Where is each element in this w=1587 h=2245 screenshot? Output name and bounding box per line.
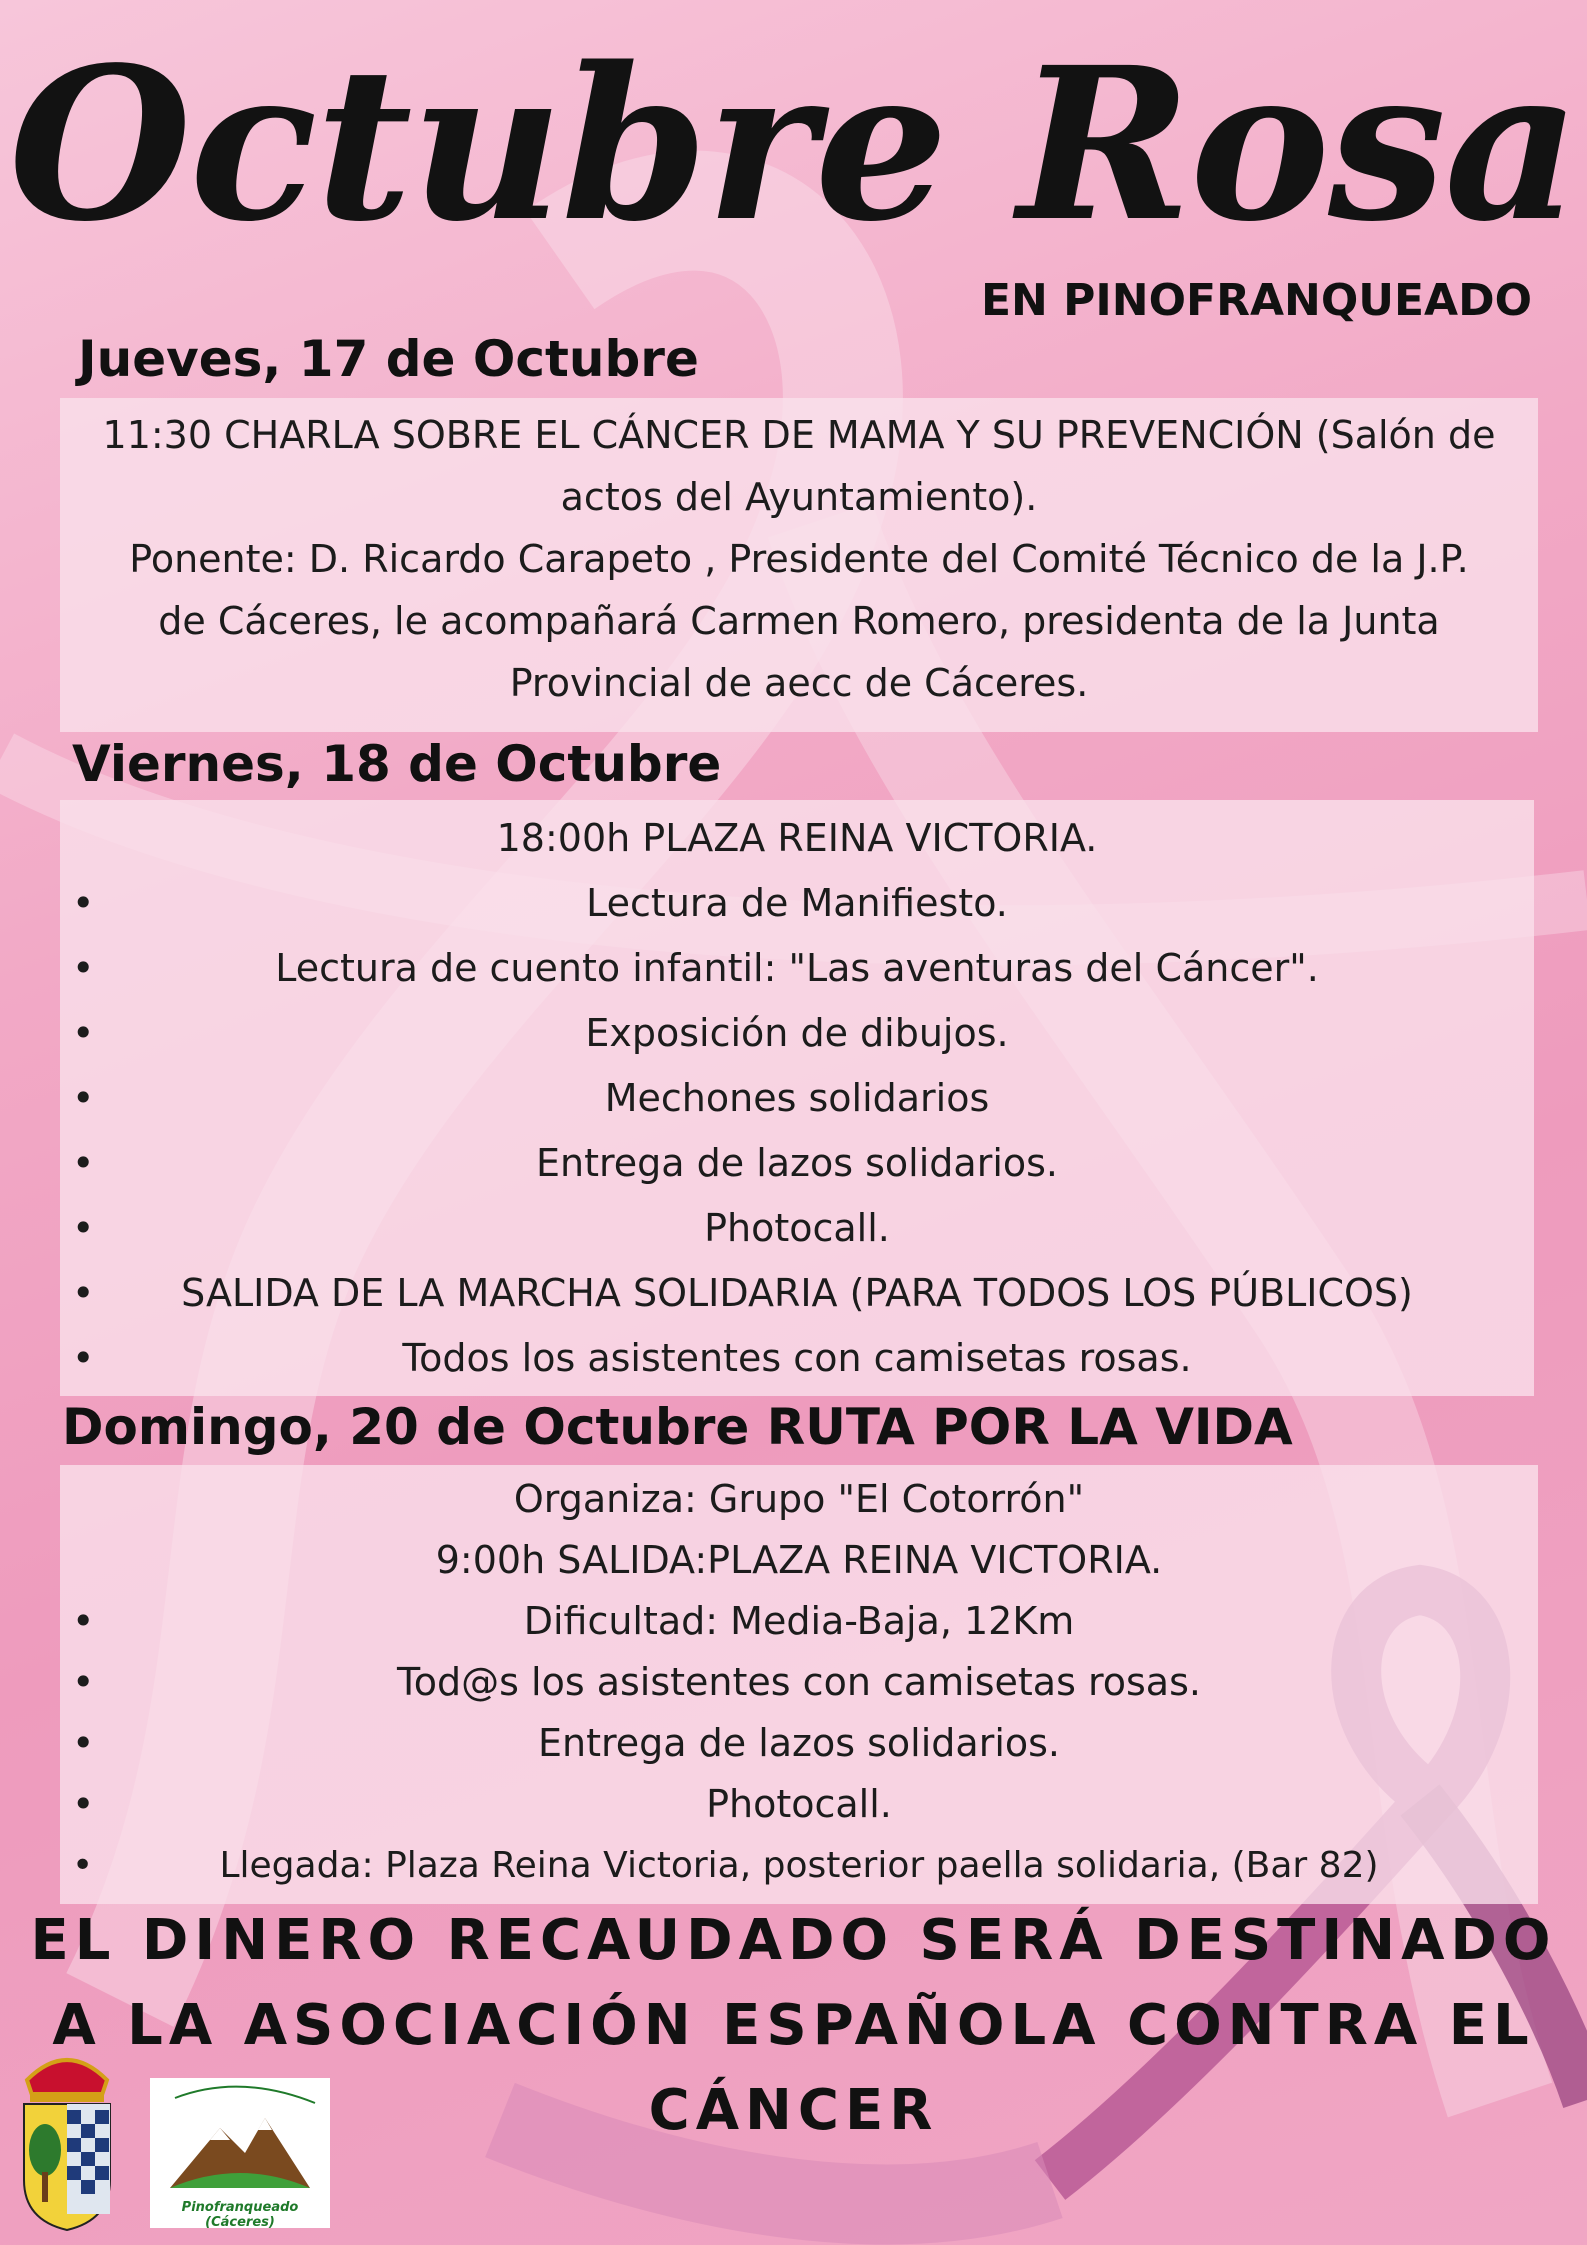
domingo-intro: 9:00h SALIDA:PLAZA REINA VICTORIA. <box>435 1538 1163 1582</box>
jueves-box <box>60 398 1538 732</box>
bullet-icon: • <box>72 946 95 990</box>
domingo-heading: Domingo, 20 de Octubre RUTA POR LA VIDA <box>62 1398 1293 1456</box>
jueves-line: actos del Ayuntamiento). <box>560 475 1038 519</box>
bullet-icon: • <box>72 1141 95 1185</box>
list-item: • Tod@s los asistentes con camisetas rosas. <box>60 1652 1538 1713</box>
page-title: Octubre Rosa <box>8 21 1579 268</box>
footer-line: A LA ASOCIACIÓN ESPAÑOLA CONTRA EL <box>52 1993 1535 2058</box>
list-item: • Lectura de cuento infantil: "Las aventuras del Cáncer". <box>60 936 1534 1001</box>
bullet-icon: • <box>72 1076 95 1120</box>
list-item: • Todos los asistentes con camisetas rosas. <box>60 1326 1534 1391</box>
bullet-icon: • <box>72 881 95 925</box>
jueves-line: Provincial de aecc de Cáceres. <box>509 661 1089 705</box>
list-item: • Exposición de dibujos. <box>60 1001 1534 1066</box>
bullet-icon: • <box>72 1599 95 1643</box>
page-subtitle: EN PINOFRANQUEADO <box>980 275 1532 326</box>
bullet-icon: • <box>72 1782 95 1826</box>
jueves-heading: Jueves, 17 de Octubre <box>78 330 699 388</box>
bullet-icon: • <box>72 1721 95 1765</box>
domingo-list <box>60 1591 1538 1896</box>
list-item: • Entrega de lazos solidarios. <box>60 1131 1534 1196</box>
viernes-heading: Viernes, 18 de Octubre <box>72 735 722 793</box>
footer-line: EL DINERO RECAUDADO SERÁ DESTINADO <box>30 1908 1557 1973</box>
list-item: • Photocall. <box>60 1774 1538 1835</box>
club-logo <box>150 2078 330 2228</box>
bullet-icon: • <box>72 1011 95 1055</box>
list-item: • Llegada: Plaza Reina Victoria, posterior paella solidaria, (Bar 82) <box>60 1835 1538 1896</box>
list-item: • Mechones solidarios <box>60 1066 1534 1131</box>
bullet-icon: • <box>72 1660 95 1704</box>
list-item: • Dificultad: Media-Baja, 12Km <box>60 1591 1538 1652</box>
bullet-icon: • <box>72 1271 95 1315</box>
list-item: • Photocall. <box>60 1196 1534 1261</box>
jueves-line: Ponente: D. Ricardo Carapeto , Presidente del Comité Técnico de la J.P. <box>129 537 1469 581</box>
jueves-line: 11:30 CHARLA SOBRE EL CÁNCER DE MAMA Y SU PREVENCIÓN (Salón de <box>102 413 1496 457</box>
list-item: • SALIDA DE LA MARCHA SOLIDARIA (PARA TODOS LOS PÚBLICOS) <box>60 1261 1534 1326</box>
bullet-icon: • <box>72 1336 95 1380</box>
club-logo-caption: Pinofranqueado (Cáceres) <box>181 2200 299 2230</box>
viernes-list <box>60 871 1534 1391</box>
list-item: • Entrega de lazos solidarios. <box>60 1713 1538 1774</box>
domingo-box <box>60 1465 1538 1904</box>
jueves-line: de Cáceres, le acompañará Carmen Romero, presidenta de la Junta <box>158 599 1440 643</box>
bullet-icon: • <box>72 1206 95 1250</box>
bullet-icon: • <box>72 1845 94 1886</box>
domingo-intro: Organiza: Grupo "El Cotorrón" <box>513 1477 1085 1521</box>
town-crest-icon <box>12 2040 122 2235</box>
list-item: • Lectura de Manifiesto. <box>60 871 1534 936</box>
footer-line: CÁNCER <box>648 2078 939 2143</box>
viernes-intro: 18:00h PLAZA REINA VICTORIA. <box>496 816 1098 860</box>
viernes-box <box>60 800 1534 1396</box>
